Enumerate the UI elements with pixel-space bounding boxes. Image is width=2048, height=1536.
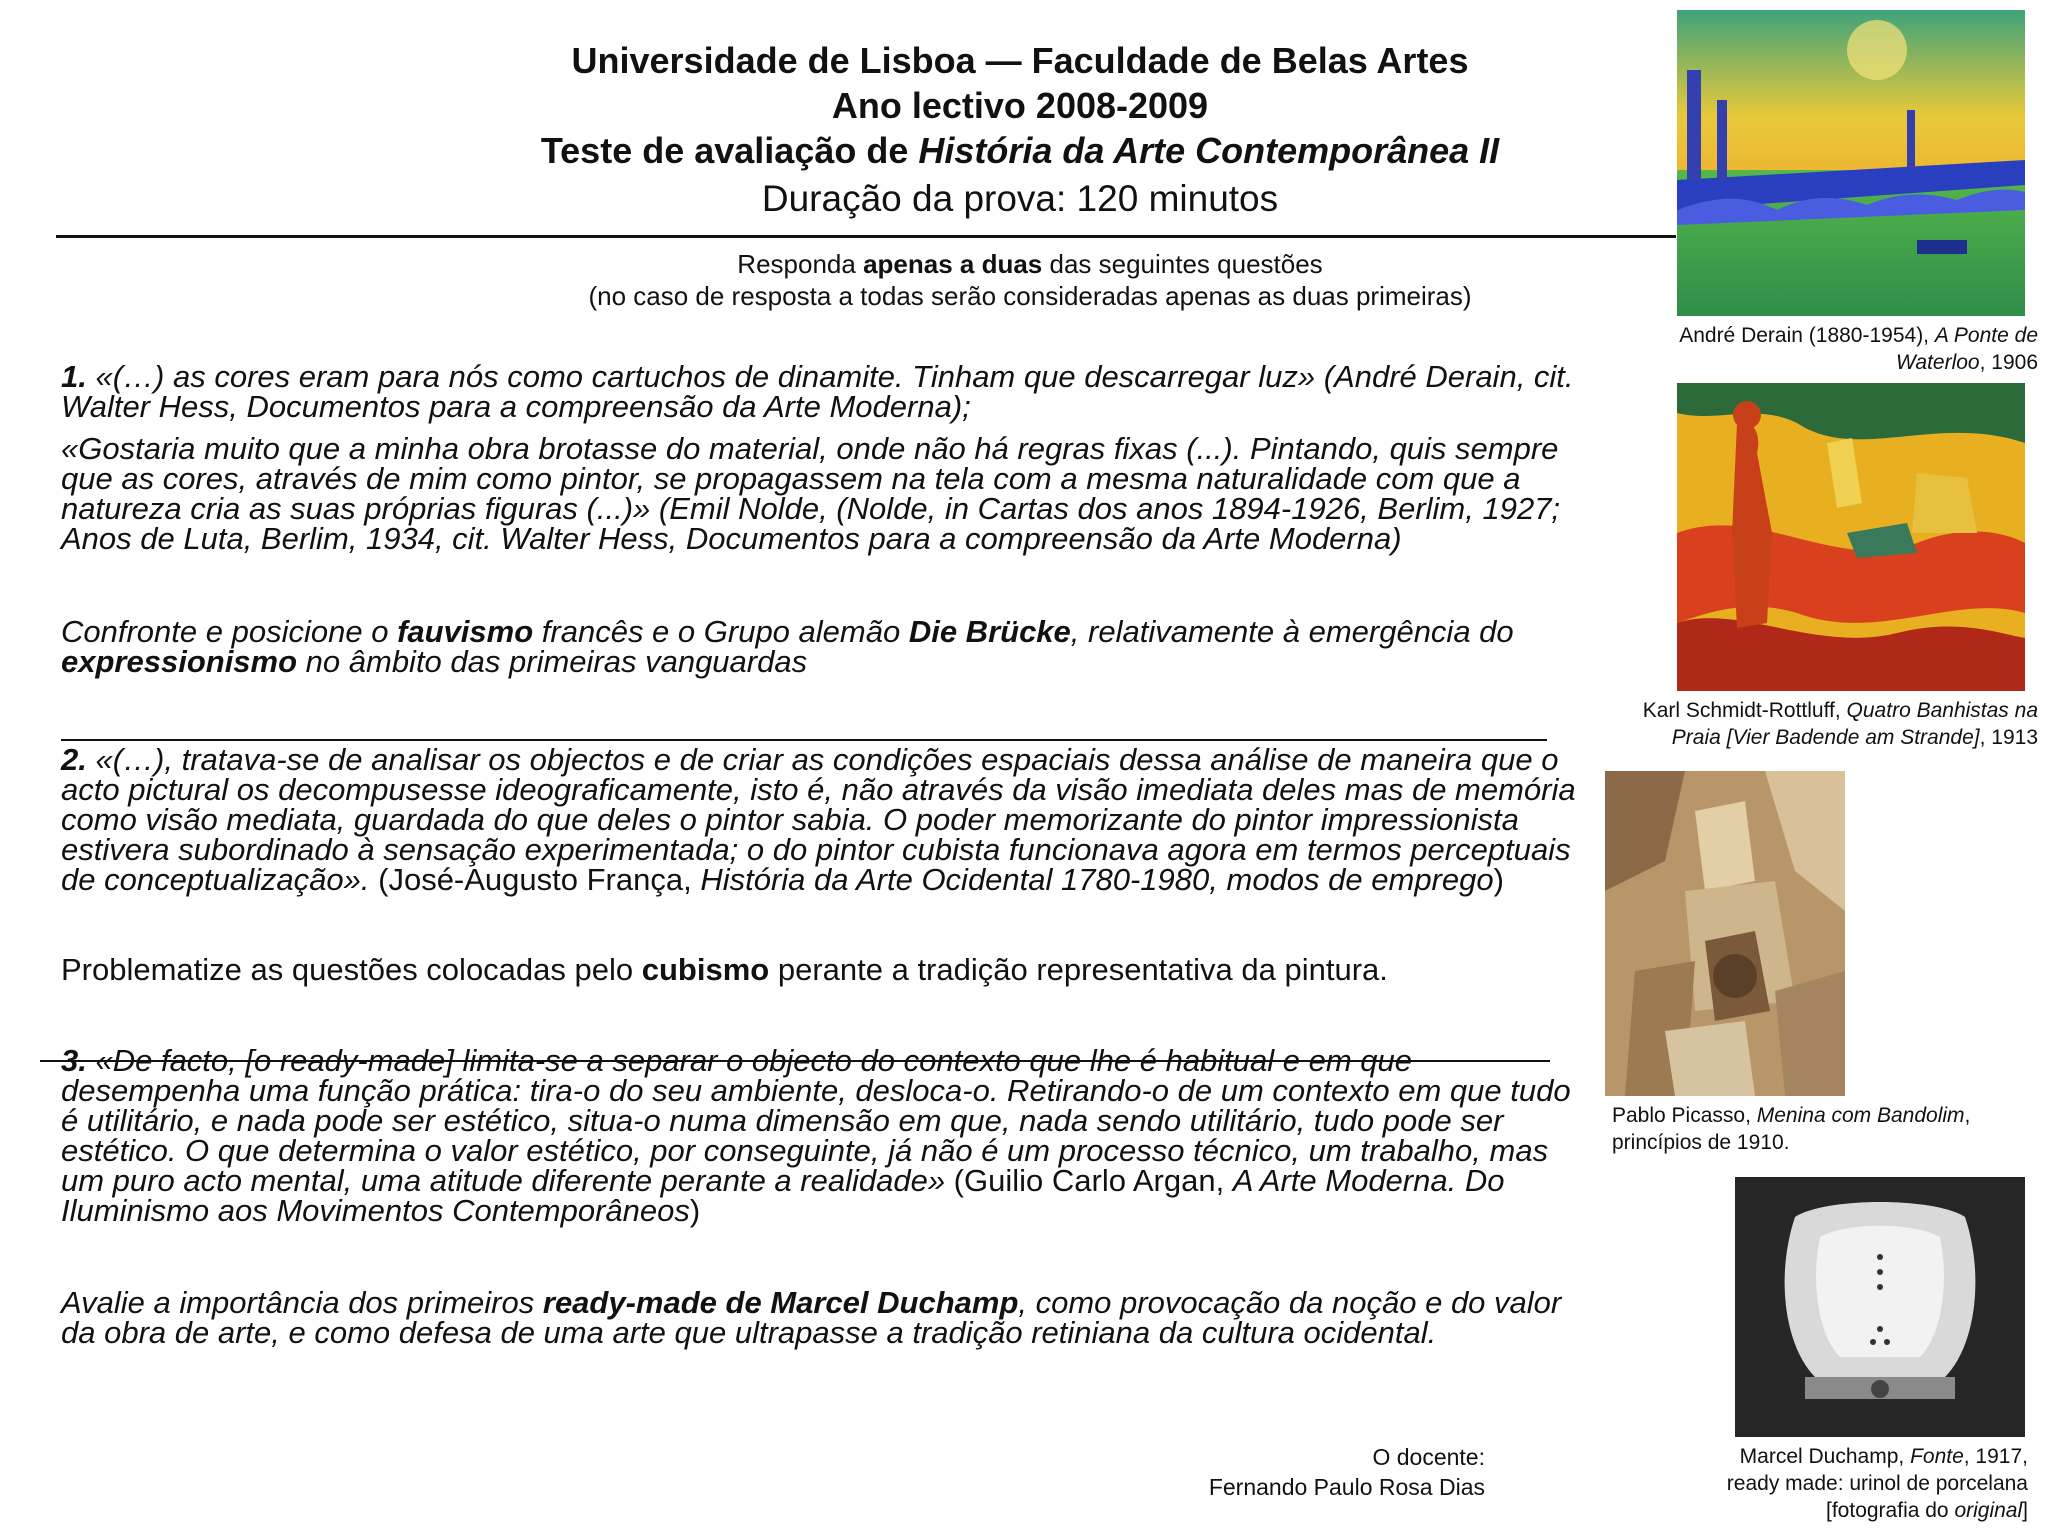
duchamp-fountain-svg <box>1735 1177 2025 1437</box>
derain-painting-image <box>1677 10 2025 316</box>
q3-task <box>61 1285 1581 1350</box>
teacher-name: Fernando Paulo Rosa Dias <box>1208 1474 1485 1500</box>
question-3 <box>61 1043 1581 1350</box>
duchamp-caption-line3-post: ] <box>2022 1499 2028 1522</box>
q2-task <box>61 952 1581 987</box>
q3-task-a: Avalie a importância dos primeiros <box>61 1285 543 1320</box>
q1-task-g: no âmbito das primeiras vanguardas <box>297 644 808 679</box>
duchamp-fountain-image <box>1735 1177 2025 1437</box>
q3-close: ) <box>689 1193 701 1228</box>
schmidt-rottluff-painting-svg <box>1677 383 2025 691</box>
q3-task-b: ready-made de Marcel Duchamp <box>542 1285 1019 1320</box>
instructions-line1 <box>430 248 1630 280</box>
q2-quote-text: «(…), tratava-se de analisar os objectos e de criar as condições espaciais dessa análise de maneira que o acto pictural os decompusesse ideograficamente, isto é, não através da visão imediata deles mas de memória como visão mediata, guardada do que deles o pintor sabia. O poder memorizante do pintor impressionista estivera subordinado à sensação experimentada; o do pintor cubista funcionava agora em termos perceptuais de conceptualização». <box>61 742 1576 897</box>
q2-task-b: cubismo <box>641 952 770 987</box>
q2-close: ) <box>1493 862 1504 897</box>
derain-caption-title: A Ponte de Waterloo <box>1895 324 2038 374</box>
q3-author: (Guilio Carlo Argan, <box>945 1163 1233 1198</box>
picasso-caption-year: , princípios de 1910. <box>1612 1104 1971 1154</box>
q2-number: 2. <box>61 742 87 777</box>
q2-task-a: Problematize as questões colocadas pelo <box>61 952 642 987</box>
derain-caption-year: , 1906 <box>1979 351 2038 374</box>
q1-quote1 <box>61 359 1581 424</box>
q1-task-a: Confronte e posicione o <box>61 614 398 649</box>
section-divider <box>61 739 1547 741</box>
q3-book: A Arte Moderna. Do Iluminismo aos Movimentos Contemporâneos <box>61 1163 1505 1228</box>
schmidt-rottluff-caption <box>1590 697 2038 751</box>
q1-task-f: expressionismo <box>61 644 298 679</box>
picasso-caption <box>1612 1102 2032 1156</box>
q3-number: 3. <box>61 1043 87 1078</box>
exam-duration: Duração da prova: 120 minutos <box>761 178 1279 219</box>
q2-author: (José-Augusto França, <box>369 862 701 897</box>
instr-pre: Responda <box>737 249 864 279</box>
derain-painting-svg <box>1677 10 2025 316</box>
schmidt-rottluff-caption-year: , 1913 <box>1979 726 2038 749</box>
duchamp-caption <box>1620 1443 2028 1524</box>
instructions <box>430 248 1630 312</box>
picasso-painting-image <box>1605 771 1845 1096</box>
exam-title-prefix: Teste de avaliação de <box>540 130 919 171</box>
question-1 <box>61 359 1581 679</box>
derain-caption-artist: André Derain (1880-1954), <box>1679 324 1935 347</box>
instr-bold: apenas a duas <box>863 249 1043 279</box>
duchamp-caption-line1 <box>1620 1443 2028 1470</box>
teacher-signature <box>1100 1442 1485 1502</box>
picasso-caption-title: Menina com Bandolim <box>1756 1104 1965 1127</box>
question-2 <box>61 742 1581 987</box>
university-title: Universidade de Lisboa — Faculdade de Belas Artes <box>571 40 1469 81</box>
q2-task-c: perante a tradição representativa da pintura. <box>769 952 1388 987</box>
instructions-line2: (no caso de resposta a todas serão consideradas apenas as duas primeiras) <box>588 281 1472 311</box>
q1-quote1-text: «(…) as cores eram para nós como cartuchos de dinamite. Tinham que descarregar luz» (André Derain, cit. Walter Hess, Documentos para a compreensão da Arte Moderna); <box>61 359 1574 424</box>
schmidt-rottluff-caption-artist: Karl Schmidt-Rottluff, <box>1642 699 1847 722</box>
q1-task-c: francês e o Grupo alemão <box>533 614 909 649</box>
q1-task-e: , relativamente à emergência do <box>1070 614 1514 649</box>
q1-quote2: «Gostaria muito que a minha obra brotasse do material, onde não há regras fixas (...). Pintando, quis sempre que as cores, através de mim como pintor, se propagassem na tela com a mesma naturalidade com que a natureza cria as suas próprias figuras (...)» (Emil Nolde, (Nolde, in Cartas dos anos 1894-1926, Berlim, 1927; Anos de Luta, Berlim, 1934, cit. Walter Hess, Documentos para a compreensão da Arte Moderna) <box>61 431 1561 556</box>
q1-task-d: Die Brücke <box>908 614 1071 649</box>
derain-caption <box>1600 322 2038 376</box>
academic-year: Ano lectivo 2008-2009 <box>831 85 1209 126</box>
duchamp-caption-year: , 1917, <box>1963 1445 2028 1468</box>
duchamp-caption-line3-italic: original <box>1954 1499 2023 1522</box>
q2-book: História da Arte Ocidental 1780-1980, modos de emprego <box>700 862 1494 897</box>
duchamp-caption-title: Fonte <box>1910 1445 1964 1468</box>
course-name: História da Arte Contemporânea II <box>918 130 1500 171</box>
q3-quote-text: «De facto, [o ready-made] limita-se a separar o objecto do contexto que lhe é habitual e em que desempenha uma função prática: tira-o do seu ambiente, desloca-o. Retirando-o de um contexto em que tudo é utilitário, e nada pode ser estético, situa-o numa dimensão em que, nada sendo utilitário, tudo pode ser estético. O que determina o valor estético, por conseguinte, já não é um processo técnico, um trabalho, mas um puro acto mental, uma atitude diferente perante a realidade» <box>61 1043 1571 1198</box>
header-divider <box>56 235 1676 238</box>
exam-title <box>420 128 1620 173</box>
q1-task-b: fauvismo <box>397 614 534 649</box>
teacher-label: O docente: <box>1372 1444 1485 1470</box>
duchamp-caption-line3 <box>1620 1497 2028 1524</box>
q3-task-c: , como provocação da noção e do valor da obra de arte, e como defesa de uma arte que ultrapasse a tradição retiniana da cultura ocidental. <box>61 1285 1562 1350</box>
schmidt-rottluff-caption-title: Quatro Banhistas na Praia [Vier Badende am Strande] <box>1671 699 2038 749</box>
q2-quote <box>61 742 1581 897</box>
duchamp-caption-artist: Marcel Duchamp, <box>1739 1445 1911 1468</box>
schmidt-rottluff-painting-image <box>1677 383 2025 691</box>
exam-header <box>420 38 1620 223</box>
duchamp-caption-line2: ready made: urinol de porcelana <box>1726 1472 2028 1495</box>
instr-post: das seguintes questões <box>1042 249 1323 279</box>
picasso-caption-artist: Pablo Picasso, <box>1612 1104 1757 1127</box>
q1-task <box>61 614 1581 679</box>
duchamp-caption-line3-pre: [fotografia do <box>1826 1499 1955 1522</box>
picasso-painting-svg <box>1605 771 1845 1096</box>
q1-number: 1. <box>61 359 87 394</box>
q3-quote <box>61 1043 1581 1228</box>
